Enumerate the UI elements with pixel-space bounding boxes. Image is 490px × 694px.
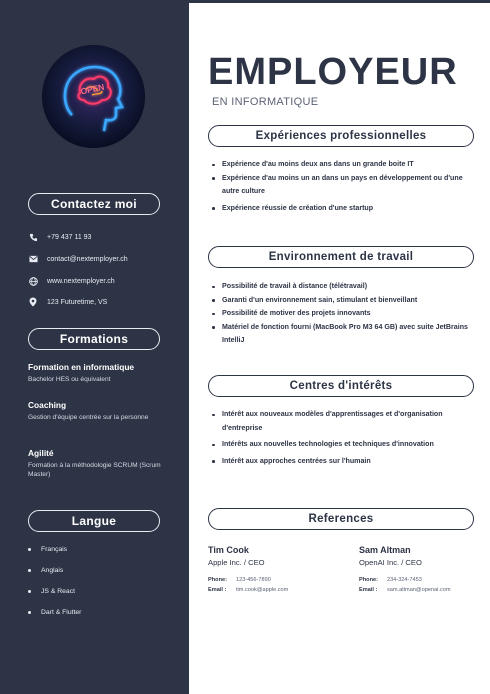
formations-heading [28,328,160,350]
reference-email[interactable] [359,585,490,595]
reference-phone[interactable] [359,575,490,585]
list-item: Garanti d'un environnement sain, stimulant et bienveillant [212,294,477,308]
bullet-icon [28,548,31,551]
list-item: Expérience réussie de création d'une startup [212,202,477,216]
list-item [28,581,168,602]
avatar [42,45,145,148]
sidebar [0,0,189,694]
references-heading-label: References [308,513,374,525]
contact-email-text: contact@nextemployer.ch [47,255,128,263]
contact-email[interactable] [28,253,128,265]
formation-sub: Formation à la méthodologie SCRUM (Scrum Master) [28,462,161,478]
reference-name: Sam Altman [359,545,411,555]
top-border-strip [189,0,490,3]
reference-name: Tim Cook [208,545,249,555]
langue-heading-label: Langue [71,514,117,528]
reference-email-label: Email : [208,587,227,593]
list-item: Possibilité de motiver des projets innovants [212,307,477,321]
reference-card [208,545,348,595]
globe-icon [28,276,38,286]
interets-heading-label: Centres d'intérêts [289,380,393,392]
reference-role: Apple Inc. / CEO [208,558,265,567]
interets-list [212,408,477,468]
environnement-heading [208,246,474,268]
experiences-heading [208,125,474,147]
formation-sub: Bachelor HES ou équivalent [28,376,111,383]
experiences-heading-label: Expériences professionnelles [255,130,427,142]
contact-address [28,296,107,308]
langue-label: Français [41,546,68,553]
formation-title: Agilité [28,448,54,458]
contact-phone-text: +79 437 11 93 [47,233,92,241]
reference-email-label: Email : [359,587,378,593]
bullet-icon [28,590,31,593]
contact-phone[interactable] [28,231,91,243]
contact-heading-label: Contactez moi [51,197,137,211]
list-item [28,602,168,623]
reference-email-value: sam.altman@openai.com [387,587,451,593]
list-item: Expérience d'au moins deux ans dans un grande boite IT [212,158,477,172]
list-item: Expérience d'au moins un an dans un pays en développement ou d'une autre culture [212,172,477,199]
formation-title: Formation en informatique [28,362,135,372]
reference-phone-label: Phone: [208,577,227,583]
interets-heading [208,375,474,397]
list-item [28,539,168,560]
reference-role: OpenAI Inc. / CEO [359,558,422,567]
formations-heading-label: Formations [59,332,129,346]
location-pin-icon [28,297,38,307]
references-heading [208,508,474,530]
list-item: Intérêts aux nouvelles technologies et techniques d'innovation [212,438,477,452]
page-subtitle: EN INFORMATIQUE [212,96,319,108]
environnement-heading-label: Environnement de travail [268,251,414,263]
langue-label: JS & React [41,588,75,595]
contact-website-text: www.nextemployer.ch [47,277,115,285]
formation-sub: Gestion d'équipe centrée sur la personne [28,414,149,421]
mail-icon [28,254,38,264]
list-item: Intérêt aux nouveaux modèles d'apprentissages et d'organisation d'entreprise [212,408,477,435]
langue-label: Anglais [41,567,64,574]
formation-item [28,448,178,479]
formation-item [28,400,178,422]
contact-heading [28,193,160,215]
experiences-list [212,158,477,215]
langue-list [28,539,168,623]
reference-phone-value: 234-324-7453 [387,577,422,583]
reference-phone-label: Phone: [359,577,378,583]
list-item: Possibilité de travail à distance (télétravail) [212,280,477,294]
reference-email-value: tim.cook@apple.com [236,587,289,593]
reference-phone-value: 123-456-7890 [236,577,271,583]
list-item [28,560,168,581]
contact-website[interactable] [28,275,115,287]
reference-phone[interactable] [208,575,348,585]
avatar-sign: OPEN [79,81,106,97]
reference-card [359,545,490,595]
formation-title: Coaching [28,400,67,410]
langue-label: Dart & Flutter [41,609,82,616]
langue-heading [28,510,160,532]
bullet-icon [28,611,31,614]
bullet-icon [28,569,31,572]
list-item: Intérêt aux approches centrées sur l'humain [212,455,477,469]
contact-address-text: 123 Futuretime, VS [47,298,108,306]
phone-icon [28,232,38,242]
formation-item [28,362,178,384]
reference-email[interactable] [208,585,348,595]
environnement-list [212,280,477,348]
page-title: EMPLOYEUR [208,51,458,93]
list-item: Matériel de fonction fourni (MacBook Pro M3 64 GB) avec suite JetBrains IntelliJ [212,321,477,348]
neon-head-icon [42,45,145,148]
